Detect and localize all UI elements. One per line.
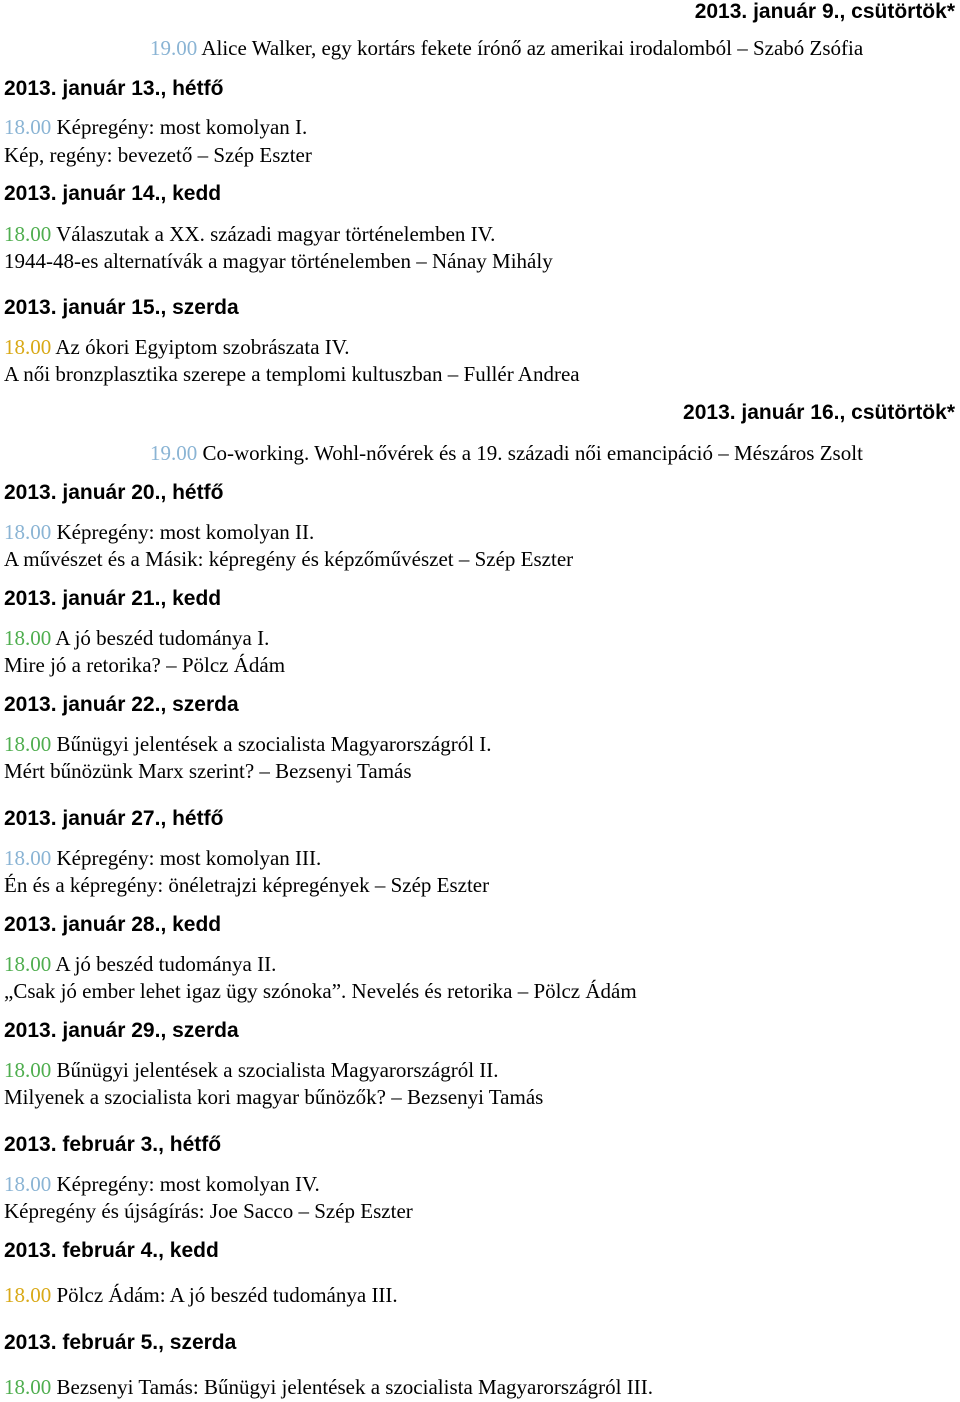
event-title: 18.00 Válaszutak a XX. századi magyar történelemben IV. <box>4 222 496 246</box>
event-time: 18.00 <box>4 1375 52 1399</box>
event-title: 19.00 Co-working. Wohl-nővérek és a 19. századi női emancipáció – Mészáros Zsolt <box>150 441 863 465</box>
event-title: 18.00 Képregény: most komolyan III. <box>4 846 322 870</box>
event-title: 18.00 Képregény: most komolyan II. <box>4 520 315 544</box>
event-time: 18.00 <box>4 520 52 544</box>
event-date: 2013. február 4., kedd <box>4 1239 219 1262</box>
event-date: 2013. január 20., hétfő <box>4 481 224 504</box>
event-subtitle: 1944-48-es alternatívák a magyar történelemben – Nánay Mihály <box>4 249 553 273</box>
event-date: 2013. február 3., hétfő <box>4 1133 222 1156</box>
event-date: 2013. január 28., kedd <box>4 913 222 936</box>
event-date: 2013. január 29., szerda <box>4 1019 239 1042</box>
event-time: 18.00 <box>4 115 52 139</box>
event-date: 2013. január 14., kedd <box>4 182 222 205</box>
event-subtitle: Én és a képregény: önéletrajzi képregények – Szép Eszter <box>4 873 490 897</box>
event-title: 18.00 Az ókori Egyiptom szobrászata IV. <box>4 335 350 359</box>
event-title: 18.00 Pölcz Ádám: A jó beszéd tudománya III. <box>4 1283 398 1307</box>
event-time: 18.00 <box>4 952 52 976</box>
event-time: 18.00 <box>4 732 52 756</box>
event-title: 18.00 Képregény: most komolyan I. <box>4 115 308 139</box>
event-time: 19.00 <box>150 36 198 60</box>
event-time: 18.00 <box>4 626 52 650</box>
event-subtitle: A művészet és a Másik: képregény és képzőművészet – Szép Eszter <box>4 547 574 571</box>
event-subtitle: Milyenek a szocialista kori magyar bűnözők? – Bezsenyi Tamás <box>4 1085 544 1109</box>
event-date: 2013. január 21., kedd <box>4 587 222 610</box>
event-subtitle: A női bronzplasztika szerepe a templomi kultuszban – Fullér Andrea <box>4 362 580 386</box>
event-title: 18.00 A jó beszéd tudománya I. <box>4 626 270 650</box>
event-title: 18.00 Bezsenyi Tamás: Bűnügyi jelentések a szocialista Magyarországról III. <box>4 1375 653 1399</box>
event-date: 2013. január 27., hétfő <box>4 807 224 830</box>
event-time: 18.00 <box>4 335 52 359</box>
event-time: 18.00 <box>4 1058 52 1082</box>
event-date: 2013. január 15., szerda <box>4 296 239 319</box>
event-subtitle: Kép, regény: bevezető – Szép Eszter <box>4 143 312 167</box>
event-date: 2013. január 22., szerda <box>4 693 239 716</box>
event-date: 2013. január 16., csütörtök* <box>683 401 955 424</box>
event-subtitle: Mért bűnözünk Marx szerint? – Bezsenyi Tamás <box>4 759 412 783</box>
event-time: 18.00 <box>4 1172 52 1196</box>
event-date: 2013. január 9., csütörtök* <box>694 0 955 23</box>
event-subtitle: „Csak jó ember lehet igaz ügy szónoka”. Nevelés és retorika – Pölcz Ádám <box>4 979 637 1003</box>
event-title: 18.00 Bűnügyi jelentések a szocialista Magyarországról II. <box>4 1058 499 1082</box>
event-time: 18.00 <box>4 846 52 870</box>
event-time: 18.00 <box>4 222 52 246</box>
event-title: 18.00 A jó beszéd tudománya II. <box>4 952 277 976</box>
event-title: 18.00 Képregény: most komolyan IV. <box>4 1172 320 1196</box>
event-subtitle: Képregény és újságírás: Joe Sacco – Szép Eszter <box>4 1199 413 1223</box>
event-title: 19.00 Alice Walker, egy kortárs fekete írónő az amerikai irodalomból – Szabó Zsófia <box>150 36 864 60</box>
event-title: 18.00 Bűnügyi jelentések a szocialista Magyarországról I. <box>4 732 492 756</box>
event-subtitle: Mire jó a retorika? – Pölcz Ádám <box>4 653 286 677</box>
event-time: 19.00 <box>150 441 198 465</box>
event-date: 2013. február 5., szerda <box>4 1331 237 1354</box>
event-time: 18.00 <box>4 1283 52 1307</box>
event-date: 2013. január 13., hétfő <box>4 77 224 100</box>
